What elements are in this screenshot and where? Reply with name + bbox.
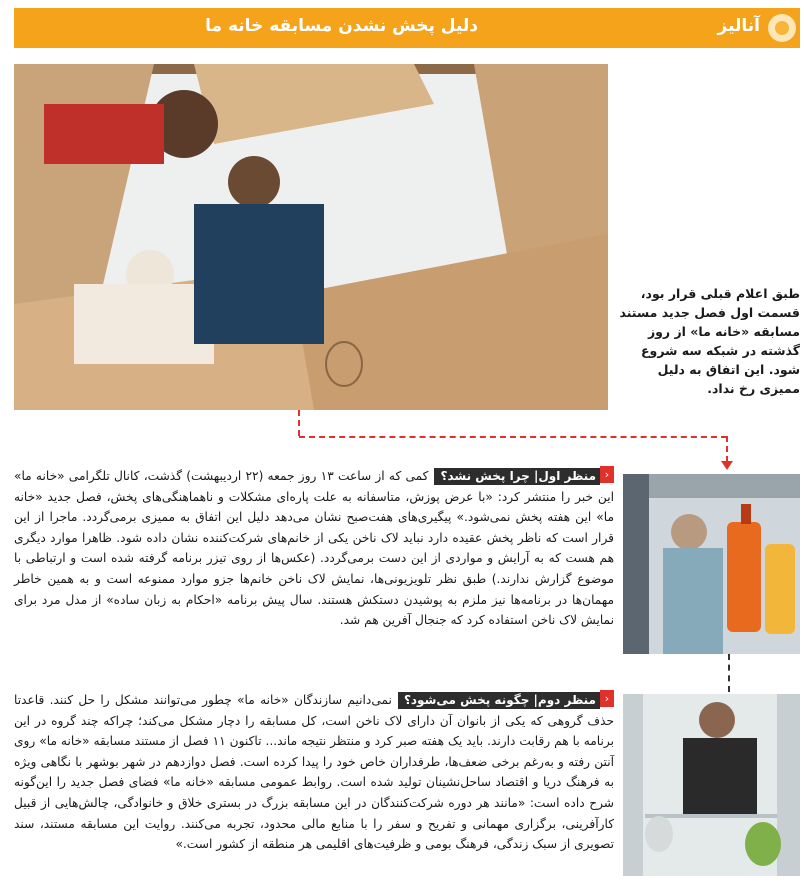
- photo-man-at-fridge: [623, 694, 800, 876]
- article-section-first-view: [14, 466, 614, 631]
- arrow-down-icon: [721, 461, 733, 470]
- section-label: منظر اول| چرا پخش نشد؟: [434, 468, 600, 485]
- connector-line: [728, 654, 730, 692]
- connector-line: [298, 410, 300, 436]
- photo-woman-at-fridge: [623, 474, 800, 654]
- section-name: آنالیز: [717, 16, 760, 36]
- connector-line: [726, 436, 728, 462]
- photo-caption: طبق اعلام قبلی قرار بود، قسمت اول فصل جدید مستند مسابقه «خانه ما» از روز گذشته در شبکه سه شروع شود. این اتفاق به دلیل ممیزی رخ نداد.: [619, 286, 800, 396]
- section-header-bar: [14, 8, 800, 48]
- chevron-left-icon: ‹: [600, 466, 614, 483]
- article-headline: دلیل پخش نشدن مسابقه خانه ما: [205, 16, 478, 36]
- section-circle-icon: [768, 14, 796, 42]
- section-label: منظر دوم| چگونه پخش می‌شود؟: [398, 692, 600, 709]
- connector-line: [299, 436, 727, 438]
- main-photo-contestants-looking-into-box: [14, 64, 608, 410]
- section-body: کمی که از ساعت ۱۳ روز جمعه (۲۲ اردیبهشت) گذشت، کانال تلگرامی «خانه ما» این خبر را منتشر کرد: «با عرض پوزش، متاسفانه به علت پاره‌ای مشکلات و ناهماهنگی‌های پخش، فصل جدید «خانه ما» این هفته پخش نمی‌شود.» پیگیری‌های هفت‌صبح نشان می‌دهد دلیل این اتفاق به ممیزی برمی‌گردد. ماجرا از این قرار است که ناظر پخش عقیده دارد نباید لاک ناخن یکی از خانم‌های شرکت‌کننده نشان داده شود. ظاهرا موارد دیگری هم هست که به آرایش و مواردی از این دست برمی‌گردد. (عکس‌ها از روی تیزر برنامه گرفته شده است و ارتباطی با موضوع گزارش ندارند.) طبق نظر تلویزیونی‌ها، نمایش لاک ناخن خانم‌ها جزو موارد ممنوعه است و به همین خاطر مهمان‌ها در برنامه‌ها نیز ملزم به پوشیدن دستکش هستند. سال پیش برنامه «احکام به زبان ساده» از مدل مرد برای نمایش لاک ناخن استفاده کرد که جنجال آفرین هم شد.: [14, 469, 614, 628]
- chevron-left-icon: ‹: [600, 690, 614, 707]
- article-section-second-view: [14, 690, 614, 855]
- section-body: نمی‌دانیم سازندگان «خانه ما» چطور می‌توانند مشکل را حل کنند. قاعدتا حذف گروهی که یکی از بانوان آن دارای لاک ناخن است، کل مسابقه را دچار مشکل می‌کند؛ چراکه چند گروه در این برنامه با هم رقابت دارند. باید یک هفته صبر کرد و منتظر نتیجه ماند... تاکنون ۱۱ فصل از مستند مسابقه «خانه ما» روی آنتن رفته و به‌رغم برخی ضعف‌ها، طرفداران خاص خود را پیدا کرده است. فصل دوازدهم در شهر بوشهر با نگاهی ویژه به فرهنگ دریا و اقتصاد ساحل‌نشینان تولید شده است. روابط عمومی مسابقه «خانه ما» فضای فصل جدید را این‌گونه شرح داده است: «مانند هر دوره شرکت‌کنندگان در این مسابقه بزرگ در بستری خلاق و خانوادگی، چالش‌هایی از قبیل کارآفرینی، برگزاری مهمانی و تفریح و سفر را با منابع مالی محدود، تجربه می‌کنند. روایت این مسابقه مستند، سند تصویری از سبک زندگی، فرهنگ بومی و ظرفیت‌های اقلیمی هر منطقه از کشور است.»: [14, 693, 614, 852]
